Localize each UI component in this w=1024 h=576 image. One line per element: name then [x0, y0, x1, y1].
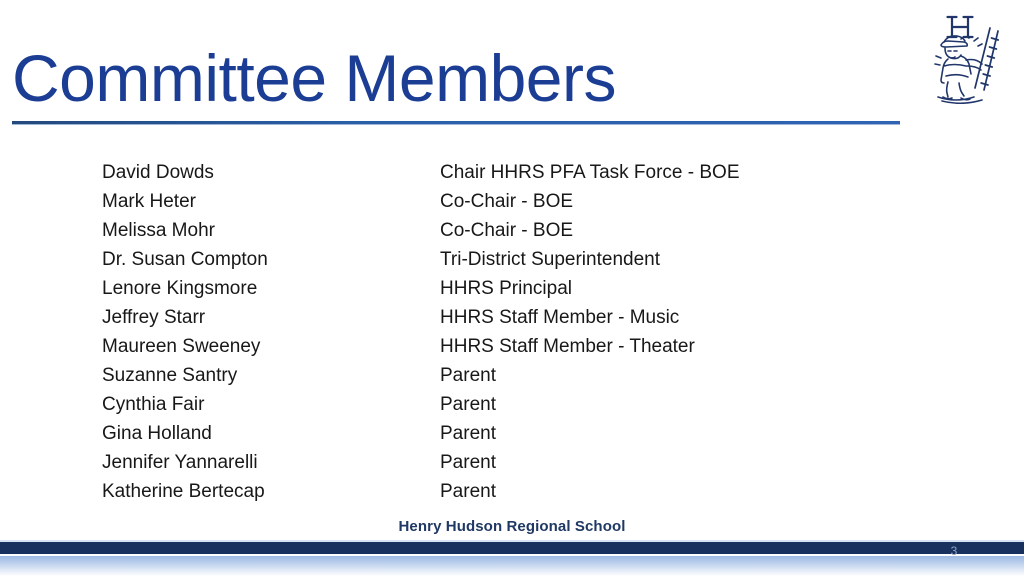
table-row — [102, 158, 902, 187]
member-name: David Dowds — [102, 162, 214, 183]
bar-navy — [0, 542, 1024, 554]
page-title: Committee Members — [12, 41, 616, 115]
member-name: Katherine Bertecap — [102, 481, 265, 502]
member-role: HHRS Staff Member - Music — [440, 307, 680, 328]
member-name: Gina Holland — [102, 423, 212, 444]
member-role: Co-Chair - BOE — [440, 191, 574, 212]
member-name: Cynthia Fair — [102, 394, 205, 415]
committee-members-table — [102, 158, 902, 506]
member-name: Jennifer Yannarelli — [102, 452, 258, 473]
table-row — [102, 216, 902, 245]
member-role: HHRS Staff Member - Theater — [440, 336, 695, 357]
member-role: Parent — [440, 423, 496, 444]
table-row — [102, 390, 902, 419]
member-name: Suzanne Santry — [102, 365, 238, 386]
member-name: Maureen Sweeney — [102, 336, 261, 357]
member-role: Parent — [440, 481, 496, 502]
member-role: Parent — [440, 452, 496, 473]
member-name: Melissa Mohr — [102, 220, 215, 241]
member-name: Lenore Kingsmore — [102, 278, 258, 299]
table-row — [102, 274, 902, 303]
member-role: Co-Chair - BOE — [440, 220, 574, 241]
henry-hudson-mascot-logo — [928, 4, 1010, 104]
table-row — [102, 361, 902, 390]
member-role: Parent — [440, 365, 496, 386]
bar-gradient — [0, 556, 1024, 576]
member-name: Dr. Susan Compton — [102, 249, 268, 270]
title-block — [0, 36, 910, 128]
table-row — [102, 448, 902, 477]
table-row — [102, 419, 902, 448]
table-row — [102, 245, 902, 274]
member-name: Mark Heter — [102, 191, 196, 212]
table-row — [102, 187, 902, 216]
member-role: HHRS Principal — [440, 278, 572, 299]
footer-school-name: Henry Hudson Regional School — [398, 518, 626, 535]
title-divider-shadow — [12, 124, 900, 125]
table-row — [102, 303, 902, 332]
member-role: Parent — [440, 394, 496, 415]
slide-number: 3 — [950, 544, 958, 558]
member-role: Tri-District Superintendent — [440, 249, 660, 270]
bottom-decoration-bars — [0, 540, 1024, 576]
table-row — [102, 332, 902, 361]
member-role: Chair HHRS PFA Task Force - BOE — [440, 162, 740, 183]
table-row — [102, 477, 902, 506]
member-name: Jeffrey Starr — [102, 307, 206, 328]
